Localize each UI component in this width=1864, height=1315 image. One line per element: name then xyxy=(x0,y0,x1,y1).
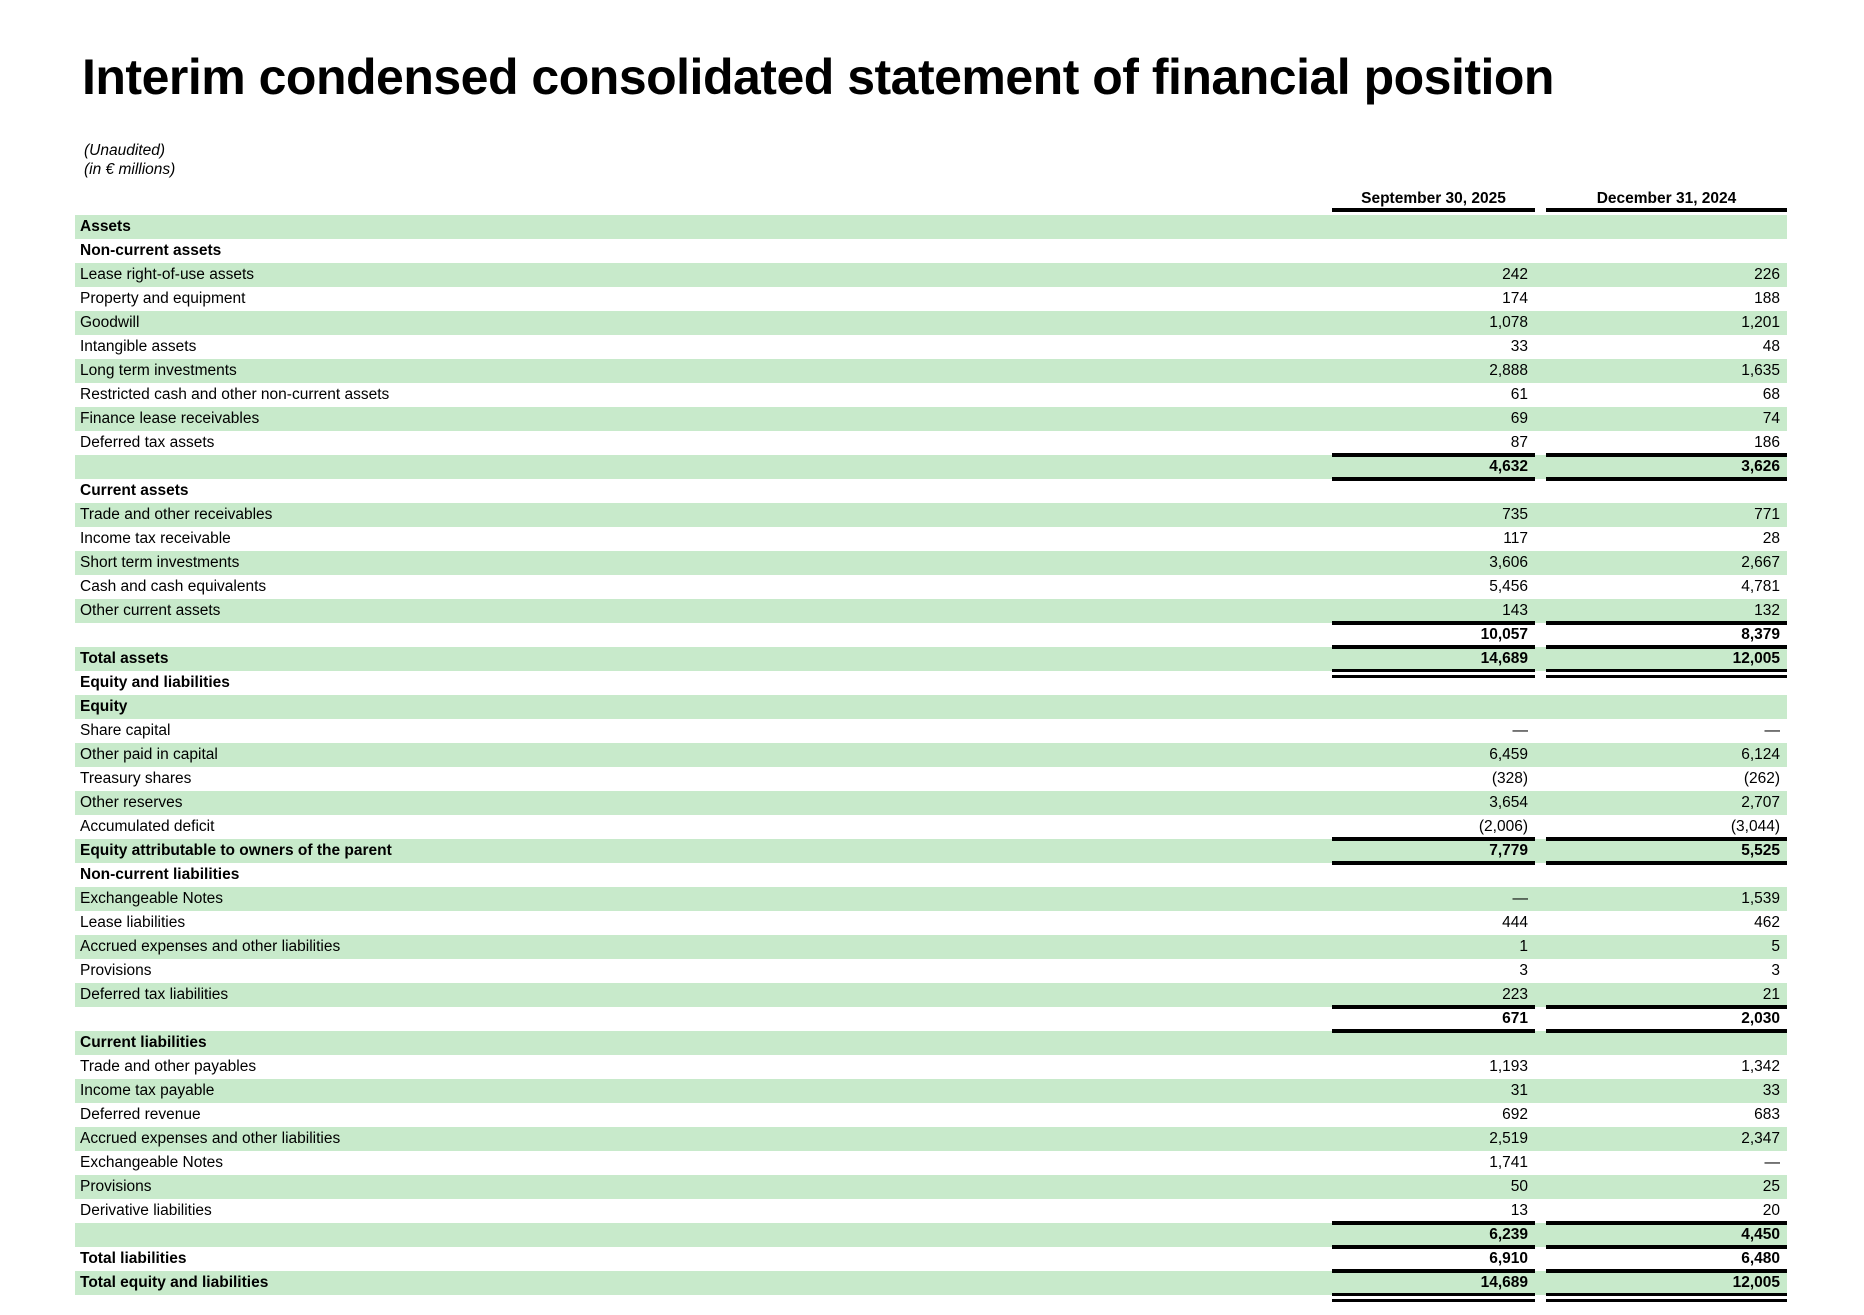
value-dec-31-2024: 8,379 xyxy=(1546,623,1787,647)
column-gap xyxy=(1535,647,1546,671)
row-label: Other current assets xyxy=(80,602,221,619)
value-sep-30-2025: 143 xyxy=(1502,602,1528,619)
statement-notes xyxy=(84,141,175,179)
table-row xyxy=(75,719,1787,743)
column-gap xyxy=(1535,935,1546,959)
value-sep-30-2025: 735 xyxy=(1502,506,1528,523)
column-gap xyxy=(1535,1103,1546,1127)
value-sep-30-2025: 174 xyxy=(1502,290,1528,307)
value-dec-31-2024: 3,626 xyxy=(1546,455,1787,479)
row-label: Assets xyxy=(80,218,131,235)
value-dec-31-2024: 3 xyxy=(1771,962,1780,979)
value-sep-30-2025: 1,741 xyxy=(1489,1154,1528,1171)
row-label: Equity xyxy=(80,698,128,715)
row-label: Short term investments xyxy=(80,554,240,571)
column-gap xyxy=(1535,983,1546,1007)
value-sep-30-2025: 3 xyxy=(1519,962,1528,979)
value-dec-31-2024: 25 xyxy=(1762,1178,1780,1195)
table-row xyxy=(75,1223,1787,1247)
row-label: Trade and other payables xyxy=(80,1058,257,1075)
value-dec-31-2024: 2,347 xyxy=(1741,1130,1780,1147)
column-gap xyxy=(1535,1175,1546,1199)
table-row xyxy=(75,527,1787,551)
row-label: Current assets xyxy=(80,482,189,499)
header-label-spacer xyxy=(75,190,1332,212)
value-sep-30-2025: 4,632 xyxy=(1332,455,1535,479)
table-row xyxy=(75,1151,1787,1175)
row-label: Restricted cash and other non-current assets xyxy=(80,386,390,403)
row-label: Lease right-of-use assets xyxy=(80,266,255,283)
table-row xyxy=(75,959,1787,983)
column-gap xyxy=(1535,695,1546,719)
row-label: Cash and cash equivalents xyxy=(80,578,267,595)
value-dec-31-2024 xyxy=(1546,239,1787,263)
column-gap xyxy=(1535,383,1546,407)
value-sep-30-2025: (328) xyxy=(1491,770,1528,787)
value-dec-31-2024: 12,005 xyxy=(1546,1271,1787,1295)
value-sep-30-2025: 692 xyxy=(1502,1106,1528,1123)
column-gap xyxy=(1535,1199,1546,1223)
column-gap xyxy=(1535,959,1546,983)
row-label: Other reserves xyxy=(80,794,183,811)
table-row xyxy=(75,647,1787,671)
value-dec-31-2024: 186 xyxy=(1754,434,1780,451)
column-gap xyxy=(1535,791,1546,815)
row-label: Share capital xyxy=(80,722,171,739)
column-gap xyxy=(1535,719,1546,743)
row-label xyxy=(75,455,1332,479)
row-label: Derivative liabilities xyxy=(80,1202,212,1219)
table-row xyxy=(75,743,1787,767)
column-gap xyxy=(1535,1127,1546,1151)
table-row xyxy=(75,479,1787,503)
row-label: Provisions xyxy=(80,1178,152,1195)
column-gap xyxy=(1535,887,1546,911)
value-sep-30-2025: 6,239 xyxy=(1332,1223,1535,1247)
column-gap xyxy=(1535,671,1546,695)
row-label: Treasury shares xyxy=(80,770,192,787)
table-row xyxy=(75,1079,1787,1103)
value-dec-31-2024: 5 xyxy=(1771,938,1780,955)
value-dec-31-2024 xyxy=(1546,695,1787,719)
table-row xyxy=(75,239,1787,263)
value-dec-31-2024: 683 xyxy=(1754,1106,1780,1123)
value-dec-31-2024: 188 xyxy=(1754,290,1780,307)
column-gap xyxy=(1535,815,1546,839)
table-row xyxy=(75,287,1787,311)
table-row xyxy=(75,887,1787,911)
table-row xyxy=(75,863,1787,887)
row-label: Accumulated deficit xyxy=(80,818,215,835)
table-row xyxy=(75,671,1787,695)
value-sep-30-2025: 1,078 xyxy=(1489,314,1528,331)
note-unaudited: (Unaudited) xyxy=(84,142,165,159)
column-gap xyxy=(1535,311,1546,335)
value-dec-31-2024: 226 xyxy=(1754,266,1780,283)
table-row xyxy=(75,1271,1787,1295)
value-dec-31-2024: 2,707 xyxy=(1741,794,1780,811)
column-gap xyxy=(1535,239,1546,263)
value-dec-31-2024: 21 xyxy=(1762,986,1780,1003)
row-label xyxy=(75,1007,1332,1031)
column-gap xyxy=(1535,455,1546,479)
row-label: Accrued expenses and other liabilities xyxy=(80,1130,341,1147)
column-gap xyxy=(1535,407,1546,431)
value-dec-31-2024: (3,044) xyxy=(1730,818,1780,835)
row-label: Deferred revenue xyxy=(80,1106,201,1123)
value-sep-30-2025: 33 xyxy=(1510,338,1528,355)
value-dec-31-2024: 132 xyxy=(1754,602,1780,619)
column-gap xyxy=(1535,599,1546,623)
value-dec-31-2024: 48 xyxy=(1762,338,1780,355)
row-label: Exchangeable Notes xyxy=(80,1154,224,1171)
table-row xyxy=(75,815,1787,839)
value-dec-31-2024: (262) xyxy=(1743,770,1780,787)
column-gap xyxy=(1535,1007,1546,1031)
column-gap xyxy=(1535,527,1546,551)
value-sep-30-2025: 5,456 xyxy=(1489,578,1528,595)
value-dec-31-2024: 4,781 xyxy=(1741,578,1780,595)
column-gap xyxy=(1535,911,1546,935)
value-sep-30-2025: 14,689 xyxy=(1332,647,1535,671)
column-header-sep-30-2025: September 30, 2025 xyxy=(1332,190,1535,212)
value-dec-31-2024 xyxy=(1546,215,1787,239)
table-row xyxy=(75,695,1787,719)
row-label: Lease liabilities xyxy=(80,914,186,931)
column-gap xyxy=(1535,431,1546,455)
value-dec-31-2024: 2,667 xyxy=(1741,554,1780,571)
row-label: Goodwill xyxy=(80,314,140,331)
value-dec-31-2024 xyxy=(1546,1031,1787,1055)
column-gap xyxy=(1535,479,1546,503)
table-row xyxy=(75,1199,1787,1223)
table-row xyxy=(75,311,1787,335)
table-row xyxy=(75,407,1787,431)
value-sep-30-2025 xyxy=(1332,215,1535,239)
column-gap xyxy=(1535,1271,1546,1295)
value-dec-31-2024: 28 xyxy=(1762,530,1780,547)
row-label: Provisions xyxy=(80,962,152,979)
row-label: Total equity and liabilities xyxy=(80,1274,269,1291)
value-dec-31-2024 xyxy=(1546,863,1787,887)
column-gap xyxy=(1535,623,1546,647)
row-label: Non-current assets xyxy=(80,242,222,259)
value-sep-30-2025: 14,689 xyxy=(1332,1271,1535,1295)
value-sep-30-2025: 31 xyxy=(1510,1082,1528,1099)
row-label: Current liabilities xyxy=(80,1034,207,1051)
column-gap xyxy=(1535,575,1546,599)
column-gap xyxy=(1535,1247,1546,1271)
value-sep-30-2025: 444 xyxy=(1502,914,1528,931)
value-dec-31-2024: 771 xyxy=(1754,506,1780,523)
column-gap xyxy=(1535,190,1546,212)
value-sep-30-2025: 242 xyxy=(1502,266,1528,283)
table-row xyxy=(75,455,1787,479)
value-dec-31-2024: 1,539 xyxy=(1741,890,1780,907)
table-row xyxy=(75,911,1787,935)
table-row xyxy=(75,767,1787,791)
value-sep-30-2025 xyxy=(1332,695,1535,719)
value-dec-31-2024: 6,480 xyxy=(1546,1247,1787,1271)
row-label: Intangible assets xyxy=(80,338,197,355)
value-dec-31-2024: 5,525 xyxy=(1546,839,1787,863)
table-row xyxy=(75,935,1787,959)
value-sep-30-2025: 10,057 xyxy=(1332,623,1535,647)
value-sep-30-2025: 13 xyxy=(1510,1202,1528,1219)
value-sep-30-2025: 117 xyxy=(1503,530,1528,547)
table-row xyxy=(75,359,1787,383)
column-gap xyxy=(1535,1079,1546,1103)
statement-table-body xyxy=(75,215,1787,1295)
column-gap xyxy=(1535,359,1546,383)
table-row xyxy=(75,1175,1787,1199)
column-gap xyxy=(1535,287,1546,311)
column-gap xyxy=(1535,743,1546,767)
value-dec-31-2024: 1,635 xyxy=(1741,362,1780,379)
value-dec-31-2024: 2,030 xyxy=(1546,1007,1787,1031)
value-dec-31-2024: 462 xyxy=(1754,914,1780,931)
row-label: Other paid in capital xyxy=(80,746,218,763)
column-gap xyxy=(1535,335,1546,359)
value-dec-31-2024: 68 xyxy=(1762,386,1780,403)
table-row xyxy=(75,383,1787,407)
row-label: Finance lease receivables xyxy=(80,410,260,427)
value-dec-31-2024: 1,342 xyxy=(1741,1058,1780,1075)
row-label: Deferred tax assets xyxy=(80,434,215,451)
value-sep-30-2025: 61 xyxy=(1510,386,1528,403)
value-dec-31-2024: 74 xyxy=(1762,410,1780,427)
value-dec-31-2024: 4,450 xyxy=(1546,1223,1787,1247)
value-sep-30-2025: 2,888 xyxy=(1489,362,1528,379)
note-currency: (in € millions) xyxy=(84,161,176,178)
value-sep-30-2025: — xyxy=(1512,890,1528,907)
row-label: Income tax receivable xyxy=(80,530,231,547)
row-label: Deferred tax liabilities xyxy=(80,986,229,1003)
table-row xyxy=(75,215,1787,239)
value-dec-31-2024 xyxy=(1546,479,1787,503)
row-label: Property and equipment xyxy=(80,290,246,307)
table-row xyxy=(75,1007,1787,1031)
row-label: Non-current liabilities xyxy=(80,866,240,883)
column-gap xyxy=(1535,1151,1546,1175)
value-sep-30-2025: 3,654 xyxy=(1489,794,1528,811)
column-gap xyxy=(1535,1055,1546,1079)
column-gap xyxy=(1535,503,1546,527)
row-label: Total assets xyxy=(80,650,169,667)
statement-table xyxy=(75,190,1787,1295)
value-sep-30-2025 xyxy=(1332,671,1535,695)
value-sep-30-2025: 7,779 xyxy=(1332,839,1535,863)
value-sep-30-2025: 6,910 xyxy=(1332,1247,1535,1271)
value-sep-30-2025: 2,519 xyxy=(1489,1130,1528,1147)
table-row xyxy=(75,335,1787,359)
value-dec-31-2024: — xyxy=(1764,1154,1780,1171)
value-dec-31-2024: — xyxy=(1764,722,1780,739)
value-sep-30-2025: 1,193 xyxy=(1489,1058,1528,1075)
row-label: Equity and liabilities xyxy=(80,674,230,691)
value-sep-30-2025: 1 xyxy=(1519,938,1528,955)
table-header-row xyxy=(75,190,1787,212)
row-label: Long term investments xyxy=(80,362,237,379)
row-label: Total liabilities xyxy=(80,1250,187,1267)
column-gap xyxy=(1535,839,1546,863)
table-row xyxy=(75,623,1787,647)
table-row xyxy=(75,263,1787,287)
value-dec-31-2024 xyxy=(1546,671,1787,695)
value-sep-30-2025: (2,006) xyxy=(1478,818,1528,835)
value-sep-30-2025: 671 xyxy=(1332,1007,1535,1031)
column-gap xyxy=(1535,1031,1546,1055)
row-label: Trade and other receivables xyxy=(80,506,273,523)
table-row xyxy=(75,1247,1787,1271)
column-gap xyxy=(1535,863,1546,887)
value-sep-30-2025: 50 xyxy=(1510,1178,1528,1195)
row-label: Income tax payable xyxy=(80,1082,215,1099)
table-row xyxy=(75,599,1787,623)
value-sep-30-2025: — xyxy=(1512,722,1528,739)
table-row xyxy=(75,839,1787,863)
value-dec-31-2024: 33 xyxy=(1762,1082,1780,1099)
table-row xyxy=(75,1127,1787,1151)
table-row xyxy=(75,791,1787,815)
column-gap xyxy=(1535,215,1546,239)
column-gap xyxy=(1535,1223,1546,1247)
value-sep-30-2025 xyxy=(1332,863,1535,887)
page-title: Interim condensed consolidated statement of financial position xyxy=(82,49,1554,105)
table-row xyxy=(75,575,1787,599)
column-header-dec-31-2024: December 31, 2024 xyxy=(1546,190,1787,212)
value-sep-30-2025: 69 xyxy=(1510,410,1528,427)
value-dec-31-2024: 12,005 xyxy=(1546,647,1787,671)
row-label xyxy=(75,623,1332,647)
row-label: Exchangeable Notes xyxy=(80,890,224,907)
value-dec-31-2024: 1,201 xyxy=(1741,314,1780,331)
table-row xyxy=(75,503,1787,527)
value-sep-30-2025 xyxy=(1332,479,1535,503)
table-row xyxy=(75,983,1787,1007)
table-row xyxy=(75,1103,1787,1127)
row-label: Accrued expenses and other liabilities xyxy=(80,938,341,955)
value-dec-31-2024: 6,124 xyxy=(1741,746,1780,763)
value-sep-30-2025: 6,459 xyxy=(1489,746,1528,763)
table-row xyxy=(75,1031,1787,1055)
value-sep-30-2025: 3,606 xyxy=(1489,554,1528,571)
column-gap xyxy=(1535,767,1546,791)
value-dec-31-2024: 20 xyxy=(1762,1202,1780,1219)
value-sep-30-2025: 87 xyxy=(1510,434,1528,451)
column-gap xyxy=(1535,551,1546,575)
table-row xyxy=(75,431,1787,455)
row-label: Equity attributable to owners of the parent xyxy=(80,842,392,859)
row-label xyxy=(75,1223,1332,1247)
column-gap xyxy=(1535,263,1546,287)
value-sep-30-2025 xyxy=(1332,239,1535,263)
table-row xyxy=(75,1055,1787,1079)
value-sep-30-2025: 223 xyxy=(1502,986,1528,1003)
value-sep-30-2025 xyxy=(1332,1031,1535,1055)
table-row xyxy=(75,551,1787,575)
